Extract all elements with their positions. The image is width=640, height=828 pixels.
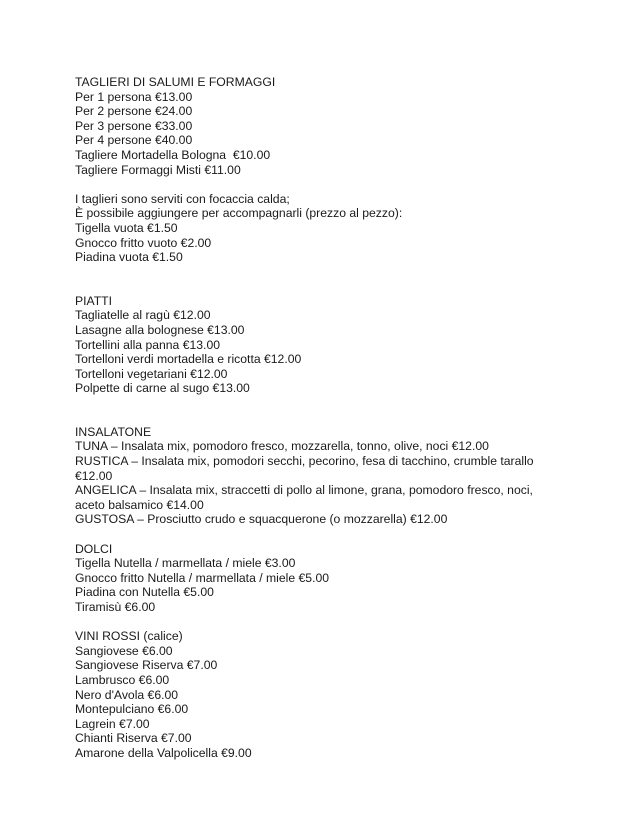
menu-item: Per 4 persone €40.00 [75,133,193,148]
menu-item: Tortellini alla panna €13.00 [75,337,220,352]
menu-item: ANGELICA – Insalata mix, straccetti di pollo al limone, grana, pomodoro fresco, noci, [75,483,533,498]
menu-item: Sangiovese Riserva €7.00 [75,658,218,673]
section-taglieri-note [75,192,575,265]
menu-item: Tortelloni verdi mortadella e ricotta €12.00 [75,352,302,367]
menu-item: Piadina vuota €1.50 [75,250,183,265]
menu-item: Tiramisù €6.00 [75,600,156,614]
note-line: È possibile aggiungere per accompagnarli (prezzo al pezzo): [75,206,403,221]
menu-item: Tortelloni vegetariani €12.00 [75,366,228,381]
menu-item: Gnocco fritto vuoto €2.00 [75,235,212,250]
section-title-vini-rossi: VINI ROSSI (calice) [75,629,183,644]
spacer [75,265,575,294]
menu-item: Gnocco fritto Nutella / marmellata / miele €5.00 [75,570,330,585]
spacer [75,396,575,425]
menu-item: Piadina con Nutella €5.00 [75,585,214,600]
menu-item: Chianti Riserva €7.00 [75,731,192,746]
section-taglieri [75,75,575,177]
menu-item: Tagliatelle al ragù €12.00 [75,308,211,323]
section-title-piatti: PIATTI [75,293,113,308]
menu-item: Lasagne alla bolognese €13.00 [75,322,245,337]
spacer [75,527,575,542]
section-vini-rossi [75,629,575,760]
section-dolci [75,542,575,615]
menu-item: Montepulciano €6.00 [75,702,189,717]
section-title-insalatone: INSALATONE [75,424,152,439]
menu-item: Per 3 persone €33.00 [75,118,193,133]
menu-item: aceto balsamico €14.00 [75,497,204,512]
menu-item: TUNA – Insalata mix, pomodoro fresco, mozzarella, tonno, olive, noci €12.00 [75,439,489,454]
menu-item: Lambrusco €6.00 [75,672,170,687]
menu-item: GUSTOSA – Prosciutto crudo e squacquerone (o mozzarella) €12.00 [75,512,448,527]
menu-item: RUSTICA – Insalata mix, pomodori secchi, pecorino, fesa di tacchino, crumble tarallo [75,454,534,469]
menu-item: €12.00 [75,468,113,483]
section-title-dolci: DOLCI [75,541,113,556]
spacer [75,177,575,192]
menu-item: Sangiovese €6.00 [75,643,173,658]
section-insalatone [75,425,575,527]
menu-item: Nero d'Avola €6.00 [75,687,179,702]
menu-document [75,75,575,761]
menu-item: Tigella vuota €1.50 [75,220,178,235]
section-piatti [75,294,575,396]
menu-item: Polpette di carne al sugo €13.00 [75,381,250,396]
menu-item: Per 2 persone €24.00 [75,104,193,119]
menu-item: Per 1 persona €13.00 [75,89,193,104]
section-title-taglieri: TAGLIERI DI SALUMI E FORMAGGI [75,75,276,89]
menu-item: Tagliere Mortadella Bologna €10.00 [75,147,271,162]
menu-item: Amarone della Valpolicella €9.00 [75,745,252,760]
menu-item: Lagrein €7.00 [75,716,150,731]
menu-item: Tagliere Formaggi Misti €11.00 [75,162,241,177]
menu-item: Tigella Nutella / marmellata / miele €3.00 [75,556,296,571]
note-line: I taglieri sono serviti con focaccia calda; [75,191,290,206]
spacer [75,615,575,630]
